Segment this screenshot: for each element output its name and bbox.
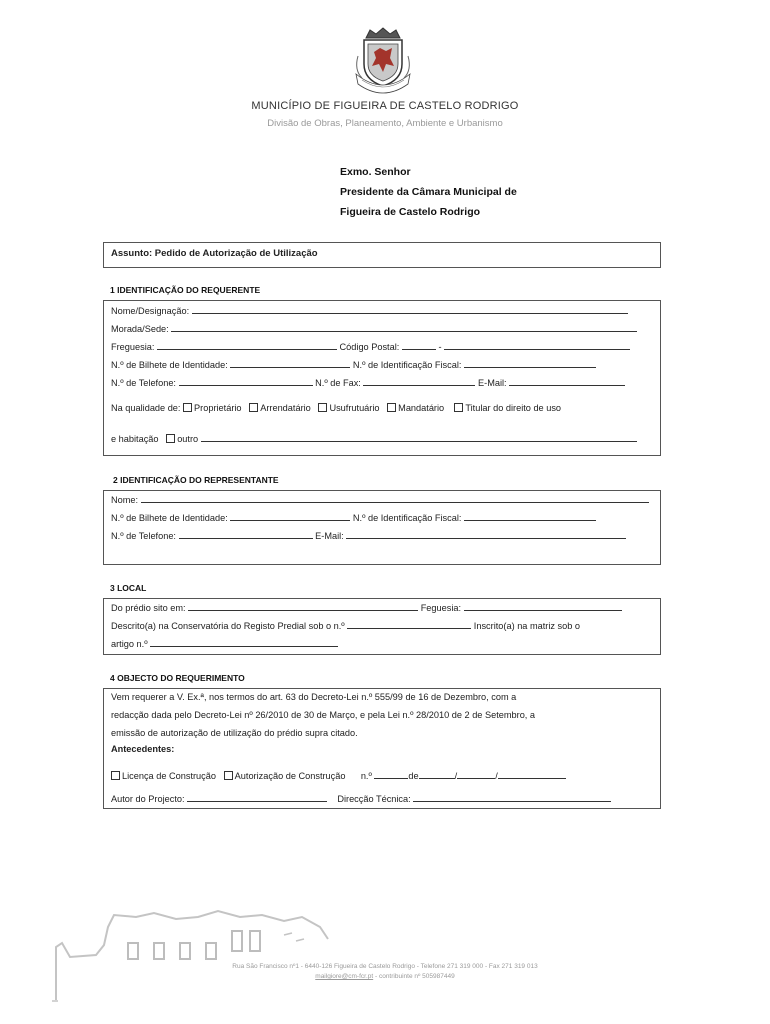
- fax-label: N.º de Fax:: [315, 378, 361, 388]
- parish-label: Freguesia:: [111, 342, 155, 352]
- tax-field[interactable]: [464, 359, 596, 368]
- rep-name-row: [111, 494, 655, 505]
- footer-contact: [0, 973, 770, 980]
- subject-box: [103, 242, 661, 268]
- agent-checkbox[interactable]: [387, 403, 396, 412]
- other-checkbox[interactable]: [166, 434, 175, 443]
- rep-id-field[interactable]: [230, 512, 350, 521]
- date-sep-2: /: [495, 771, 498, 781]
- request-para-2: redacção dada pelo Decreto-Lei nº 26/2010 de 30 de Março, e pela Lei n.º 28/2010 de 2 de Setembro, a: [111, 710, 536, 720]
- article-field[interactable]: [150, 638, 338, 647]
- coat-of-arms-icon: [352, 26, 414, 94]
- name-row: [111, 305, 655, 316]
- rep-tax-field[interactable]: [464, 512, 596, 521]
- section-4-title: 4 OBJECTO DO REQUERIMENTO: [110, 673, 245, 683]
- section-4-box: [103, 688, 661, 809]
- addressee-line-1: Exmo. Senhor: [340, 166, 411, 178]
- postal-code-field[interactable]: [402, 341, 436, 350]
- name-field[interactable]: [192, 305, 628, 314]
- parish-postal-row: [111, 341, 655, 352]
- section-3-title: 3 LOCAL: [110, 583, 147, 593]
- fax-field[interactable]: [363, 377, 475, 386]
- section-2-box: [103, 490, 661, 565]
- building-row: [111, 602, 655, 613]
- email-label: E-Mail:: [478, 378, 507, 388]
- of-label: de: [408, 771, 419, 781]
- holder-label: Titular do direito de uso: [465, 403, 562, 413]
- rep-name-field[interactable]: [141, 494, 649, 503]
- rep-id-tax-row: [111, 512, 655, 523]
- registry-text: Descrito(a) na Conservatória do Registo Predial sob o n.º: [111, 621, 345, 631]
- rep-email-label: E-Mail:: [315, 531, 344, 541]
- tax-label: N.º de Identificação Fiscal:: [352, 360, 462, 370]
- holder-checkbox[interactable]: [454, 403, 463, 412]
- matrix-text: Inscrito(a) na matriz sob o: [473, 621, 581, 631]
- addressee-line-2: Presidente da Câmara Municipal de: [340, 186, 517, 198]
- phone-fax-email-row: [111, 377, 655, 388]
- tenant-label: Arrendatário: [260, 403, 311, 413]
- antecedents-row: [111, 770, 655, 781]
- rep-phone-email-row: [111, 530, 655, 541]
- subject-text: Assunto: Pedido de Autorização de Utilização: [111, 248, 318, 259]
- antecedents-label: Antecedentes:: [111, 744, 175, 754]
- day-field[interactable]: [419, 770, 455, 779]
- postal-label: Código Postal:: [339, 342, 400, 352]
- addressee-line-3: Figueira de Castelo Rodrigo: [340, 206, 481, 218]
- usufruct-checkbox[interactable]: [318, 403, 327, 412]
- rep-name-label: Nome:: [111, 495, 139, 505]
- footer-email-link[interactable]: mailgiore@cm-fcr.pt: [315, 973, 374, 980]
- article-label: artigo n.º: [111, 639, 148, 649]
- agent-label: Mandatário: [398, 403, 445, 413]
- habitation-label: e habitação: [111, 434, 159, 444]
- phone-field[interactable]: [179, 377, 313, 386]
- building-label: Do prédio sito em:: [111, 603, 186, 613]
- rep-email-field[interactable]: [346, 530, 626, 539]
- email-field[interactable]: [509, 377, 625, 386]
- parish-field[interactable]: [157, 341, 337, 350]
- authorization-checkbox[interactable]: [224, 771, 233, 780]
- registry-row: [111, 620, 655, 631]
- article-row: [111, 638, 655, 649]
- other-label: outro: [177, 434, 199, 444]
- owner-label: Proprietário: [194, 403, 242, 413]
- footer-tax-number: - contribuinte nº 505987449: [373, 973, 455, 980]
- division-name: Divisão de Obras, Planeamento, Ambiente e Urbanismo: [267, 118, 503, 129]
- local-parish-label: Feguesia:: [420, 603, 462, 613]
- tenant-checkbox[interactable]: [249, 403, 258, 412]
- usufruct-label: Usufrutuário: [329, 403, 380, 413]
- direction-field[interactable]: [413, 793, 611, 802]
- month-field[interactable]: [454, 770, 495, 781]
- id-field[interactable]: [230, 359, 350, 368]
- footer-address: Rua São Francisco nº1 - 6440-126 Figueira de Castelo Rodrigo - Telefone 271 319 000 - Fax 271 319 013: [232, 963, 538, 970]
- id-label: N.º de Bilhete de Identidade:: [111, 360, 228, 370]
- postal-locality-field[interactable]: [444, 341, 630, 350]
- id-tax-row: [111, 359, 655, 370]
- number-label: n.º: [360, 771, 372, 781]
- direction-label: Direcção Técnica:: [337, 794, 411, 804]
- building-field[interactable]: [188, 602, 418, 611]
- section-1-title: 1 IDENTIFICAÇÃO DO REQUERENTE: [110, 285, 261, 295]
- date-sep-1: /: [454, 771, 458, 781]
- author-direction-row: [111, 793, 655, 804]
- habitation-row: [111, 433, 655, 444]
- section-1-box: [103, 300, 661, 456]
- local-parish-field[interactable]: [464, 602, 622, 611]
- author-field[interactable]: [187, 793, 327, 802]
- postal-separator: -: [438, 342, 442, 352]
- rep-id-label: N.º de Bilhete de Identidade:: [111, 513, 228, 523]
- municipality-name: MUNICÍPIO DE FIGUEIRA DE CASTELO RODRIGO: [251, 100, 519, 112]
- section-2-title: 2 IDENTIFICAÇÃO DO REPRESENTANTE: [113, 475, 279, 485]
- name-label: Nome/Designação:: [111, 306, 190, 316]
- authorization-label: Autorização de Construção: [234, 771, 346, 781]
- castle-skyline-watermark: [52, 905, 352, 1005]
- capacity-label: Na qualidade de:: [111, 403, 181, 413]
- author-label: Autor do Projecto:: [111, 794, 185, 804]
- capacity-row: [111, 403, 655, 413]
- address-row: [111, 323, 655, 334]
- address-label: Morada/Sede:: [111, 324, 169, 334]
- request-para-3: emissão de autorização de utilização do prédio supra citado.: [111, 728, 358, 738]
- year-field[interactable]: [498, 770, 566, 779]
- address-field[interactable]: [171, 323, 637, 332]
- rep-phone-field[interactable]: [179, 530, 313, 539]
- other-field[interactable]: [201, 433, 637, 442]
- license-label: Licença de Construção: [122, 771, 216, 781]
- phone-label: N.º de Telefone:: [111, 378, 176, 388]
- owner-checkbox[interactable]: [183, 403, 192, 412]
- license-number-field[interactable]: [374, 770, 408, 779]
- registry-field[interactable]: [347, 620, 471, 629]
- license-checkbox[interactable]: [111, 771, 120, 780]
- request-para-1: Vem requerer a V. Ex.ª, nos termos do art. 63 do Decreto-Lei n.º 555/99 de 16 de Dezembro, com a: [111, 692, 517, 702]
- rep-tax-label: N.º de Identificação Fiscal:: [352, 513, 462, 523]
- section-3-box: [103, 598, 661, 655]
- rep-phone-label: N.º de Telefone:: [111, 531, 176, 541]
